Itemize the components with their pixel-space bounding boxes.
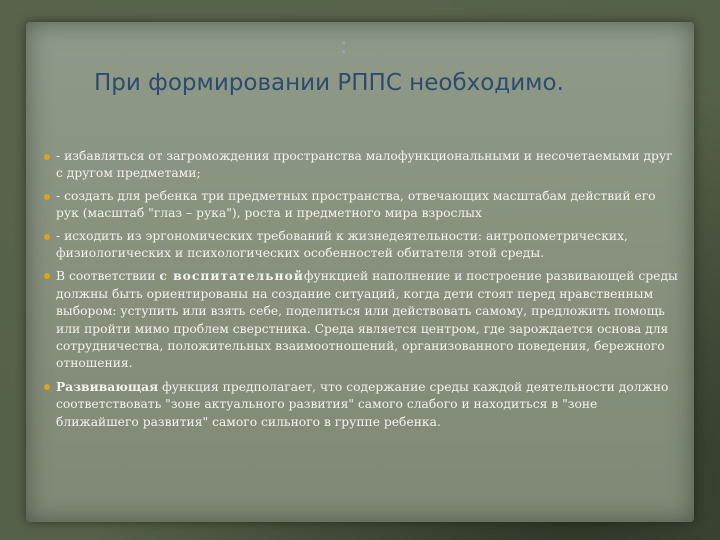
bullet-text: - исходить из эргономических требований к жизнедеятельности: антропометрических, физиологических и психологических особенностей обитателя этой среды. — [56, 228, 628, 261]
bullet-bold-term: Развивающая — [56, 378, 159, 394]
bullet-dot-icon — [44, 384, 50, 390]
list-item — [44, 148, 680, 183]
bullet-dot-icon — [44, 194, 50, 200]
bullet-dot-icon — [44, 154, 50, 160]
bullet-text: функцией наполнение и построение развивающей среды должны быть ориентированы на создание ситуаций, когда дети стоят перед нравственным выбором: уступить или взять себе, поделиться или действовать самому, предложить помощь или пройти мимо проблем сверстника. Среда является центром, где зарождается основа для сотрудничества, положительных взаимоотношений, организованного поведения, бережного отношения. — [56, 269, 678, 371]
list-item — [44, 267, 680, 372]
bullet-dot-icon — [44, 273, 50, 279]
bullet-dot-icon — [44, 234, 50, 240]
list-item — [44, 228, 680, 263]
slide-title: При формировании РППС необходимо. — [94, 70, 564, 96]
bullet-bold-term: с воспитательной — [159, 268, 304, 284]
title-colon: : — [340, 34, 348, 59]
bullet-text: - создать для ребенка три предметных пространства, отвечающих масштабам действий его рук (масштаб "глаз – рука"), роста и предметного мира взрослых — [56, 188, 656, 221]
bullet-prefix: В соответствии — [56, 269, 160, 284]
bullet-text: функция предполагает, что содержание среды каждой деятельности должно соответствовать "зоне актуального развития" самого слабого и находиться в "зоне ближайшего развития" самого сильного в группе ребенка. — [56, 379, 669, 429]
bullet-list — [44, 148, 680, 436]
bullet-text: - избавляться от загромождения пространства малофункциональными и несочетаемыми друг с другом предметами; — [56, 149, 673, 181]
list-item — [44, 188, 680, 223]
list-item — [44, 378, 680, 431]
